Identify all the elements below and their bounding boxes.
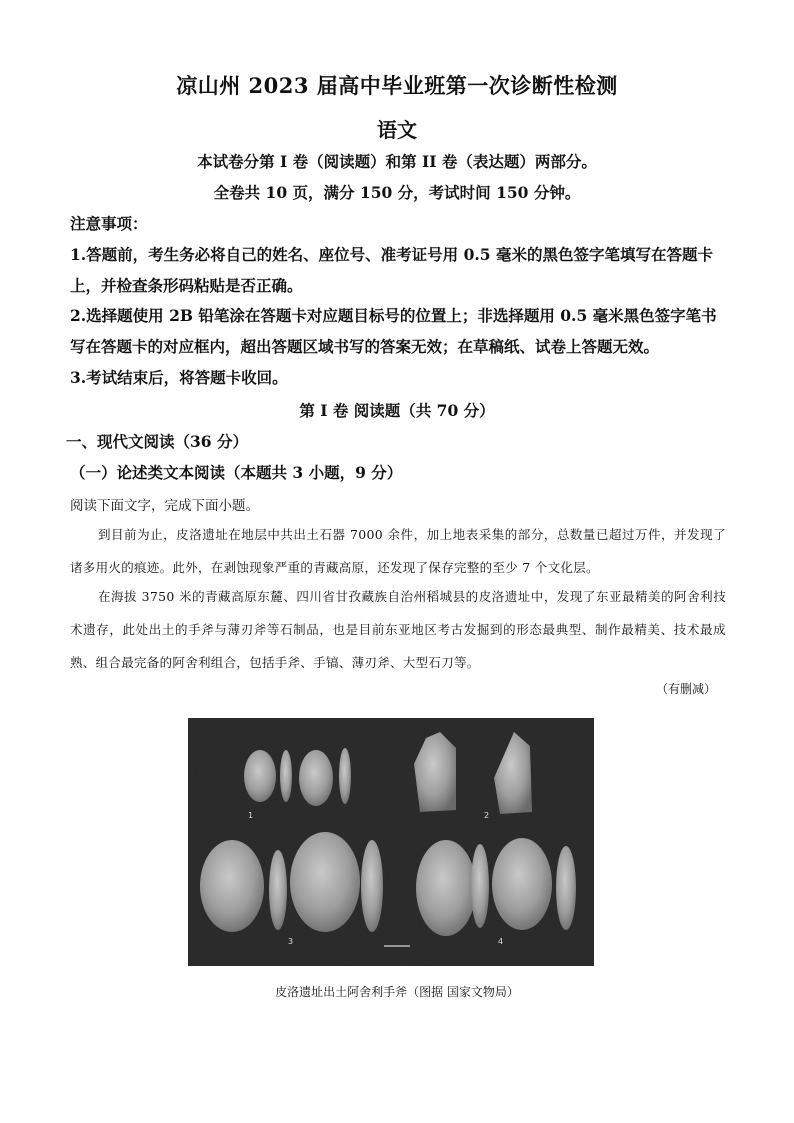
stone-tool <box>361 840 383 932</box>
reading-instruction: 阅读下面文字，完成下面小题。 <box>70 498 259 514</box>
stone-tool <box>339 748 351 804</box>
note-item-1: 1.答题前，考生务必将自己的姓名、座位号、准考证号用 0.5 毫米的黑色签字笔填写在答题卡上，并检查条形码粘贴是否正确。 <box>70 245 713 295</box>
notes-heading: 注意事项： <box>70 214 148 233</box>
figure-caption: 皮洛遗址出土阿舍利手斧（图据 国家文物局） <box>275 985 519 999</box>
stone-tool <box>471 844 489 928</box>
section-title: 一、现代文阅读（36 分） <box>66 432 248 451</box>
panel-number: 1 <box>248 811 254 820</box>
panel-number: 2 <box>484 811 490 820</box>
panel-number: 3 <box>288 937 294 946</box>
stone-tool <box>280 750 292 802</box>
subsection-title: （一）论述类文本阅读（本题共 3 小题，9 分） <box>70 463 403 482</box>
stone-tool <box>290 832 360 932</box>
source-note: （有删减） <box>655 682 716 696</box>
stone-tool <box>492 838 552 930</box>
note-item-2: 2.选择题使用 2B 铅笔涂在答题卡对应题目标号的位置上；非选择题用 0.5 毫米黑色签字笔书写在答题卡的对应框内，超出答题区域书写的答案无效；在草稿纸、试卷上答题无效。 <box>70 306 717 356</box>
passage-paragraph-2: 在海拔 3750 米的青藏高原东麓、四川省甘孜藏族自治州稻城县的皮洛遗址中，发现了东亚最精美的阿舍利技术遗存，此处出土的手斧与薄刃斧等石制品，也是目前东亚地区考古发掘到的形态最典型、制作最精美、技术最成熟、组合最完备的阿舍利组合，包括手斧、手镐、薄刃斧、大型石刀等。 <box>70 589 726 670</box>
hand-axe-photo <box>188 718 594 966</box>
stone-tool <box>200 840 264 932</box>
stone-tool <box>556 846 576 930</box>
volume-title: 第 I 卷 阅读题（共 70 分） <box>299 401 495 420</box>
panel-number: 4 <box>498 937 504 946</box>
passage-paragraph-1: 到目前为止，皮洛遗址在地层中共出土石器 7000 余件，加上地表采集的部分，总数量已超过万件，并发现了诸多用火的痕迹。此外，在剥蚀现象严重的青藏高原，还发现了保存完整的至少 7 个文化层。 <box>70 527 726 575</box>
stone-tool <box>269 850 287 930</box>
note-item-3: 3.考试结束后，将答题卡收回。 <box>70 368 288 387</box>
stone-tool <box>299 750 333 806</box>
intro-line-1: 本试卷分第 I 卷（阅读题）和第 II 卷（表达题）两部分。 <box>197 152 597 171</box>
stone-tool <box>416 840 476 936</box>
stone-tool <box>244 750 276 802</box>
subject-title: 语文 <box>377 118 417 142</box>
intro-line-2: 全卷共 10 页，满分 150 分，考试时间 150 分钟。 <box>213 183 581 202</box>
exam-title: 凉山州 2023 届高中毕业班第一次诊断性检测 <box>176 73 618 98</box>
